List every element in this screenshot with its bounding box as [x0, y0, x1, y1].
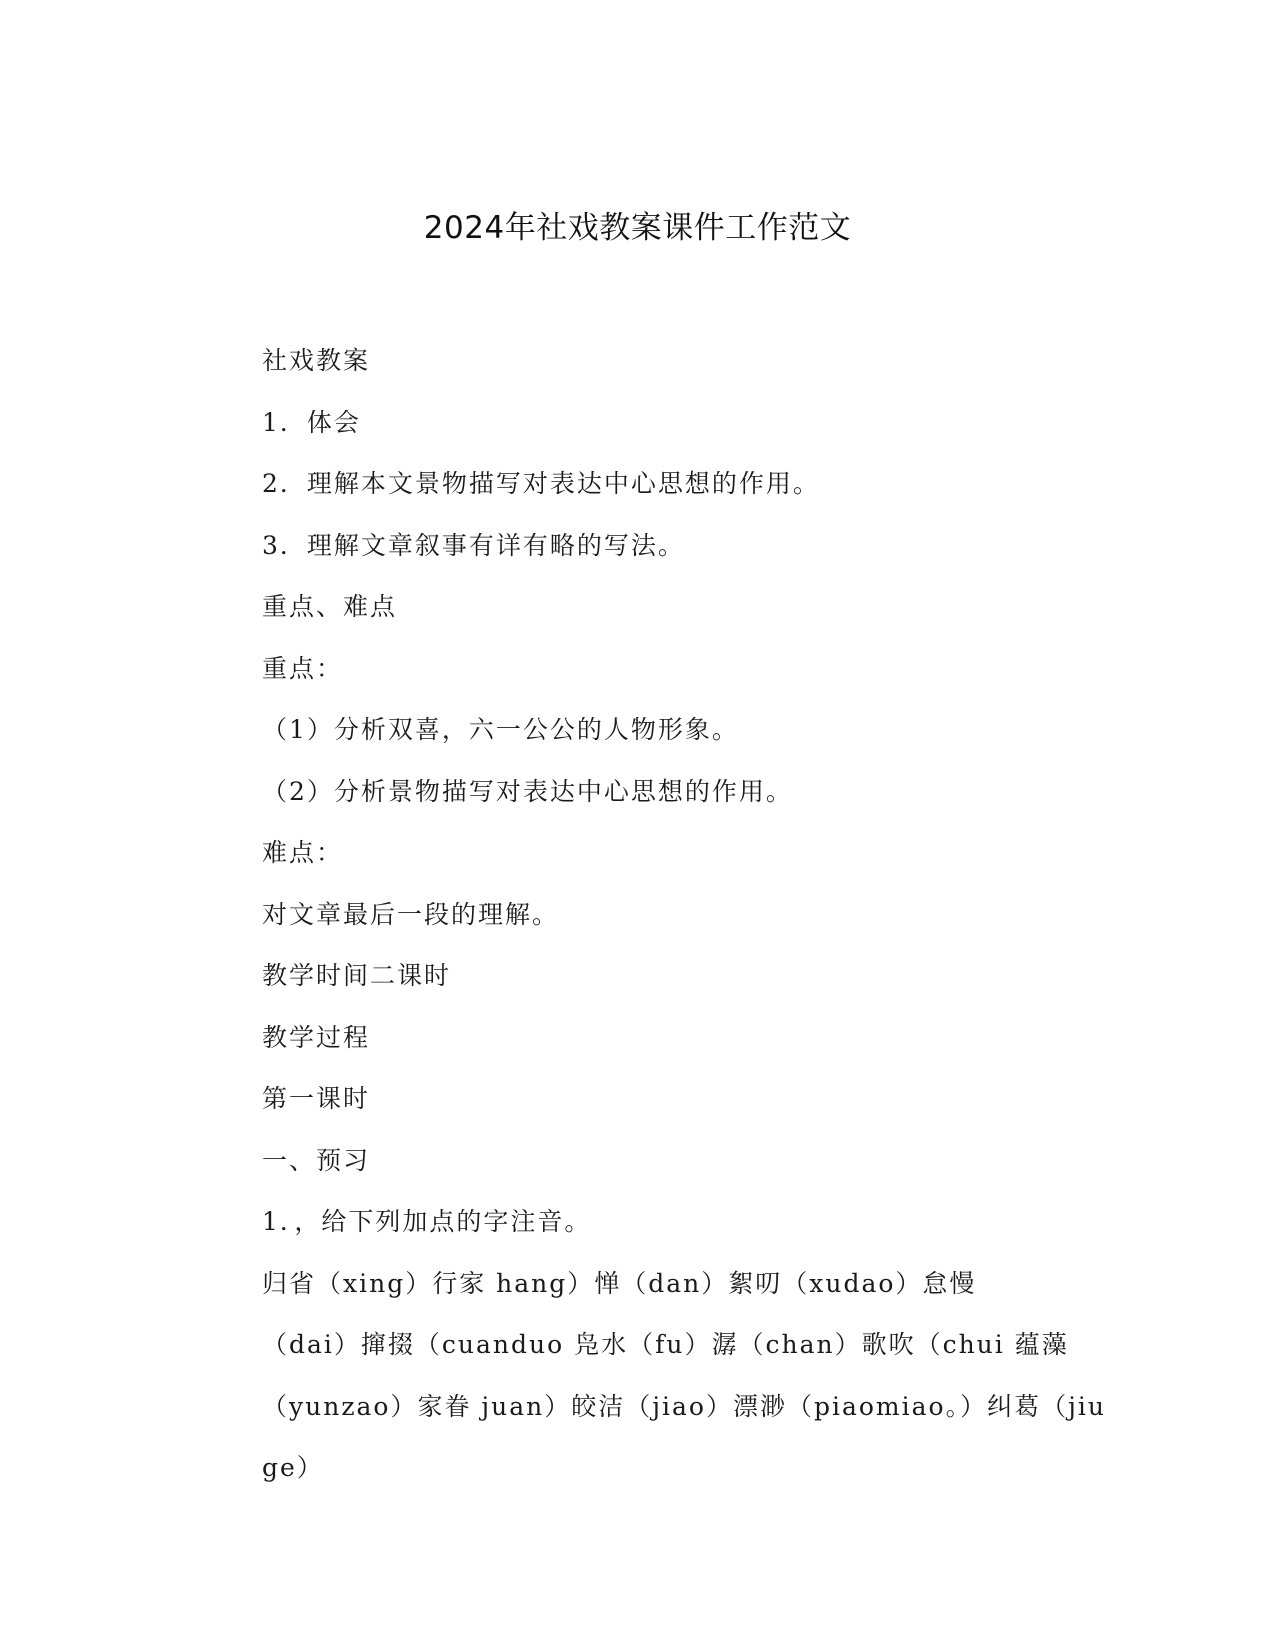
subheading: 难点：	[262, 838, 344, 867]
section-heading: 教学过程	[262, 1022, 371, 1052]
subheading: 一、预习	[262, 1145, 371, 1175]
objective-item: 2．理解本文景物描写对表达中心思想的作用。	[262, 469, 820, 498]
section-heading: 社戏教案	[262, 346, 371, 375]
paragraph: 教学时间二课时	[262, 961, 452, 990]
section-heading: 重点、难点	[262, 592, 398, 621]
subheading: 第一课时	[262, 1084, 371, 1113]
page-title: 2024年社戏教案课件工作范文	[423, 210, 852, 246]
exercise-item: 1．，给下列加点的字注音。	[262, 1207, 592, 1236]
document-body	[262, 330, 1106, 1499]
objective-item: 3．理解文章叙事有详有略的写法。	[262, 530, 685, 560]
pinyin-line: （yunzao）家眷 juan）皎洁（jiao）漂渺（piaomiao。）纠葛（jiu	[262, 1391, 1106, 1421]
subheading: 重点：	[262, 653, 344, 683]
key-point-item: （1）分析双喜，六一公公的人物形象。	[262, 715, 739, 744]
paragraph: 对文章最后一段的理解。	[262, 899, 560, 929]
pinyin-line: ge）	[262, 1453, 324, 1482]
objective-item: 1．体会	[262, 407, 361, 437]
pinyin-line: （dai）撺掇（cuanduo 凫水（fu）潺（chan）歌吹（chui 蕴藻	[262, 1330, 1069, 1359]
pinyin-line: 归省（xing）行家 hang）惮（dan）絮叨（xudao）怠慢	[262, 1268, 977, 1298]
key-point-item: （2）分析景物描写对表达中心思想的作用。	[262, 776, 793, 806]
